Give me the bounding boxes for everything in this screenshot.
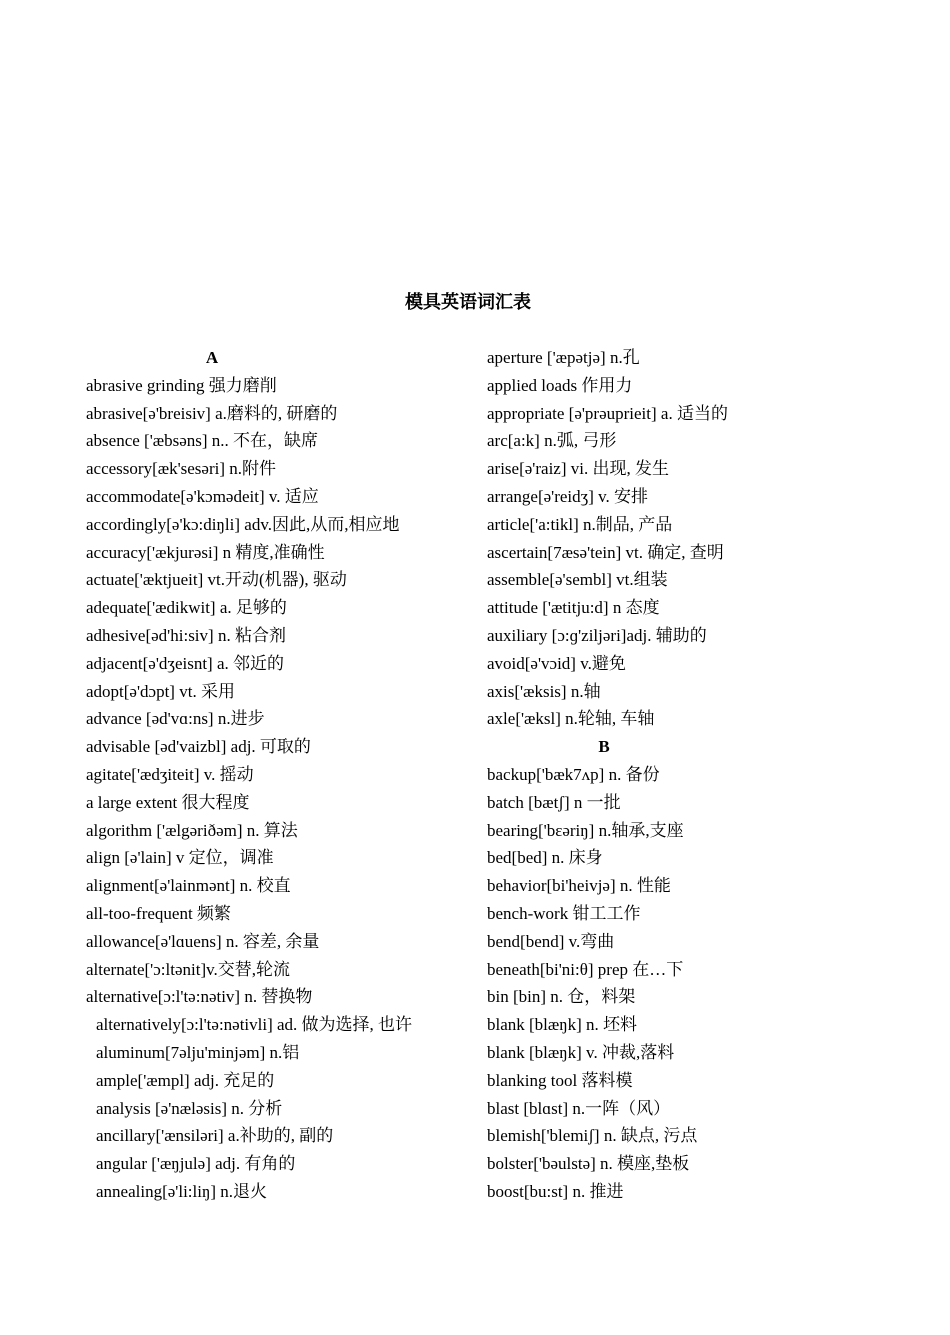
vocab-entry: blank [blæŋk] n. 坯料	[487, 1015, 638, 1035]
vocab-entry: alternative[ɔ:l'tə:nətiv] n. 替换物	[86, 987, 313, 1007]
vocab-entry: algorithm ['ælgəriðəm] n. 算法	[86, 820, 298, 840]
vocab-entry: accessory[æk'sesəri] n.附件	[86, 459, 277, 479]
vocab-entry: alignment[ə'lainmənt] n. 校直	[86, 876, 291, 896]
vocab-entry: beneath[bi'ni:θ] prep 在…下	[487, 959, 684, 979]
vocab-entry: allowance[ə'lɑuens] n. 容差, 余量	[86, 931, 320, 951]
vocab-entry: bearing['bɛəriŋ] n.轴承,支座	[487, 820, 684, 840]
vocab-entry: accordingly[ə'kɔ:diŋli] adv.因此,从而,相应地	[86, 514, 400, 534]
vocab-entry: a large extent 很大程度	[86, 792, 250, 812]
vocab-entry: applied loads 作用力	[487, 375, 633, 395]
vocab-entry: advance [əd'vɑ:ns] n.进步	[86, 709, 265, 729]
vocab-entry: article['a:tikl] n.制品, 产品	[487, 514, 673, 534]
vocab-entry: aperture ['æpətjə] n.孔	[487, 348, 640, 367]
vocab-entry: avoid[ə'vɔid] v.避免	[487, 653, 626, 673]
vocab-entry: bin [bin] n. 仓，料架	[487, 987, 636, 1007]
vocab-entry: bend[bend] v.弯曲	[487, 931, 615, 951]
vocab-entry: accuracy['ækjurəsi] n 精度,准确性	[86, 542, 325, 562]
vocab-entry: blemish['blemiʃ] n. 缺点, 污点	[487, 1126, 698, 1146]
vocab-entry: advisable [əd'vaizbl] adj. 可取的	[86, 737, 311, 757]
vocab-entry: boost[bu:st] n. 推进	[487, 1181, 624, 1201]
page-title: 模具英语词汇表	[405, 292, 531, 312]
vocab-entry: accommodate[ə'kɔmədeit] v. 适应	[86, 486, 319, 506]
vocab-entry: batch [bætʃ] n 一批	[487, 792, 621, 812]
vocab-entry: arc[a:k] n.弧, 弓形	[487, 431, 617, 451]
vocab-entry: backup['bæk7ʌp] n. 备份	[487, 764, 660, 784]
vocab-entry: angular ['æŋjulə] adj. 有角的	[96, 1154, 296, 1174]
vocab-entry: all-too-frequent 频繁	[86, 903, 231, 923]
vocab-entry: bench-work 钳工工作	[487, 903, 641, 923]
vocab-entry: annealing[ə'li:liŋ] n.退火	[96, 1181, 268, 1201]
vocab-entry: blast [blɑst] n.一阵（风）	[487, 1098, 671, 1118]
vocab-entry: adequate['ædikwit] a. 足够的	[86, 598, 287, 618]
vocab-entry: abrasive[ə'breisiv] a.磨料的, 研磨的	[86, 403, 338, 423]
vocab-entry: ample['æmpl] adj. 充足的	[96, 1070, 275, 1090]
vocab-entry: aluminum[7əlju'minjəm] n.铝	[96, 1042, 300, 1062]
vocab-entry: arrange[ə'reidʒ] v. 安排	[487, 486, 649, 506]
vocab-entry: bed[bed] n. 床身	[487, 848, 603, 868]
vocab-entry: adopt[ə'dɔpt] vt. 采用	[86, 681, 235, 701]
vocab-entry: axis['æksis] n.轴	[487, 681, 601, 701]
vocab-entry: appropriate [ə'prəuprieit] a. 适当的	[487, 403, 728, 423]
vocab-entry: adhesive[əd'hi:siv] n. 粘合剂	[86, 625, 286, 645]
vocab-entry: axle['æksl] n.轮轴, 车轴	[487, 709, 655, 729]
vocab-entry: arise[ə'raiz] vi. 出现, 发生	[487, 459, 669, 479]
vocab-entry: analysis [ə'næləsis] n. 分析	[96, 1098, 283, 1118]
vocab-entry: align [ə'lain] v 定位，调准	[86, 848, 274, 868]
section-heading-a: A	[205, 348, 219, 367]
vocab-entry: adjacent[ə'dʒeisnt] a. 邻近的	[86, 653, 285, 673]
vocab-entry: alternatively[ɔ:l'tə:nətivli] ad. 做为选择, 也许	[96, 1015, 413, 1035]
vocab-entry: blanking tool 落料模	[487, 1070, 633, 1090]
vocab-entry: blank [blæŋk] v. 冲裁,落料	[487, 1042, 675, 1062]
vocab-entry: ancillary['ænsiləri] a.补助的, 副的	[96, 1126, 334, 1146]
vocab-entry: abrasive grinding 强力磨削	[86, 375, 277, 395]
right-column	[487, 344, 907, 1206]
section-heading-b: B	[598, 737, 610, 757]
vocab-entry: agitate['ædʒiteit] v. 摇动	[86, 764, 254, 784]
vocab-entry: auxiliary [ɔ:ɡ'ziljəri]adj. 辅助的	[487, 625, 707, 645]
vocab-entry: alternate['ɔ:ltənit]v.交替,轮流	[86, 959, 290, 979]
vocab-entry: ascertain[7æsə'tein] vt. 确定, 查明	[487, 542, 724, 562]
vocab-entry: actuate['æktjueit] vt.开动(机器), 驱动	[86, 570, 347, 590]
vocab-entry: bolster['bəulstə] n. 模座,垫板	[487, 1154, 690, 1174]
left-column	[86, 344, 466, 1206]
vocab-entry: absence ['æbsəns] n.. 不在，缺席	[86, 431, 319, 451]
vocab-entry: assemble[ə'sembl] vt.组装	[487, 570, 668, 590]
vocab-entry: behavior[bi'heivjə] n. 性能	[487, 876, 671, 896]
vocab-entry: attitude ['ætitju:d] n 态度	[487, 598, 660, 618]
